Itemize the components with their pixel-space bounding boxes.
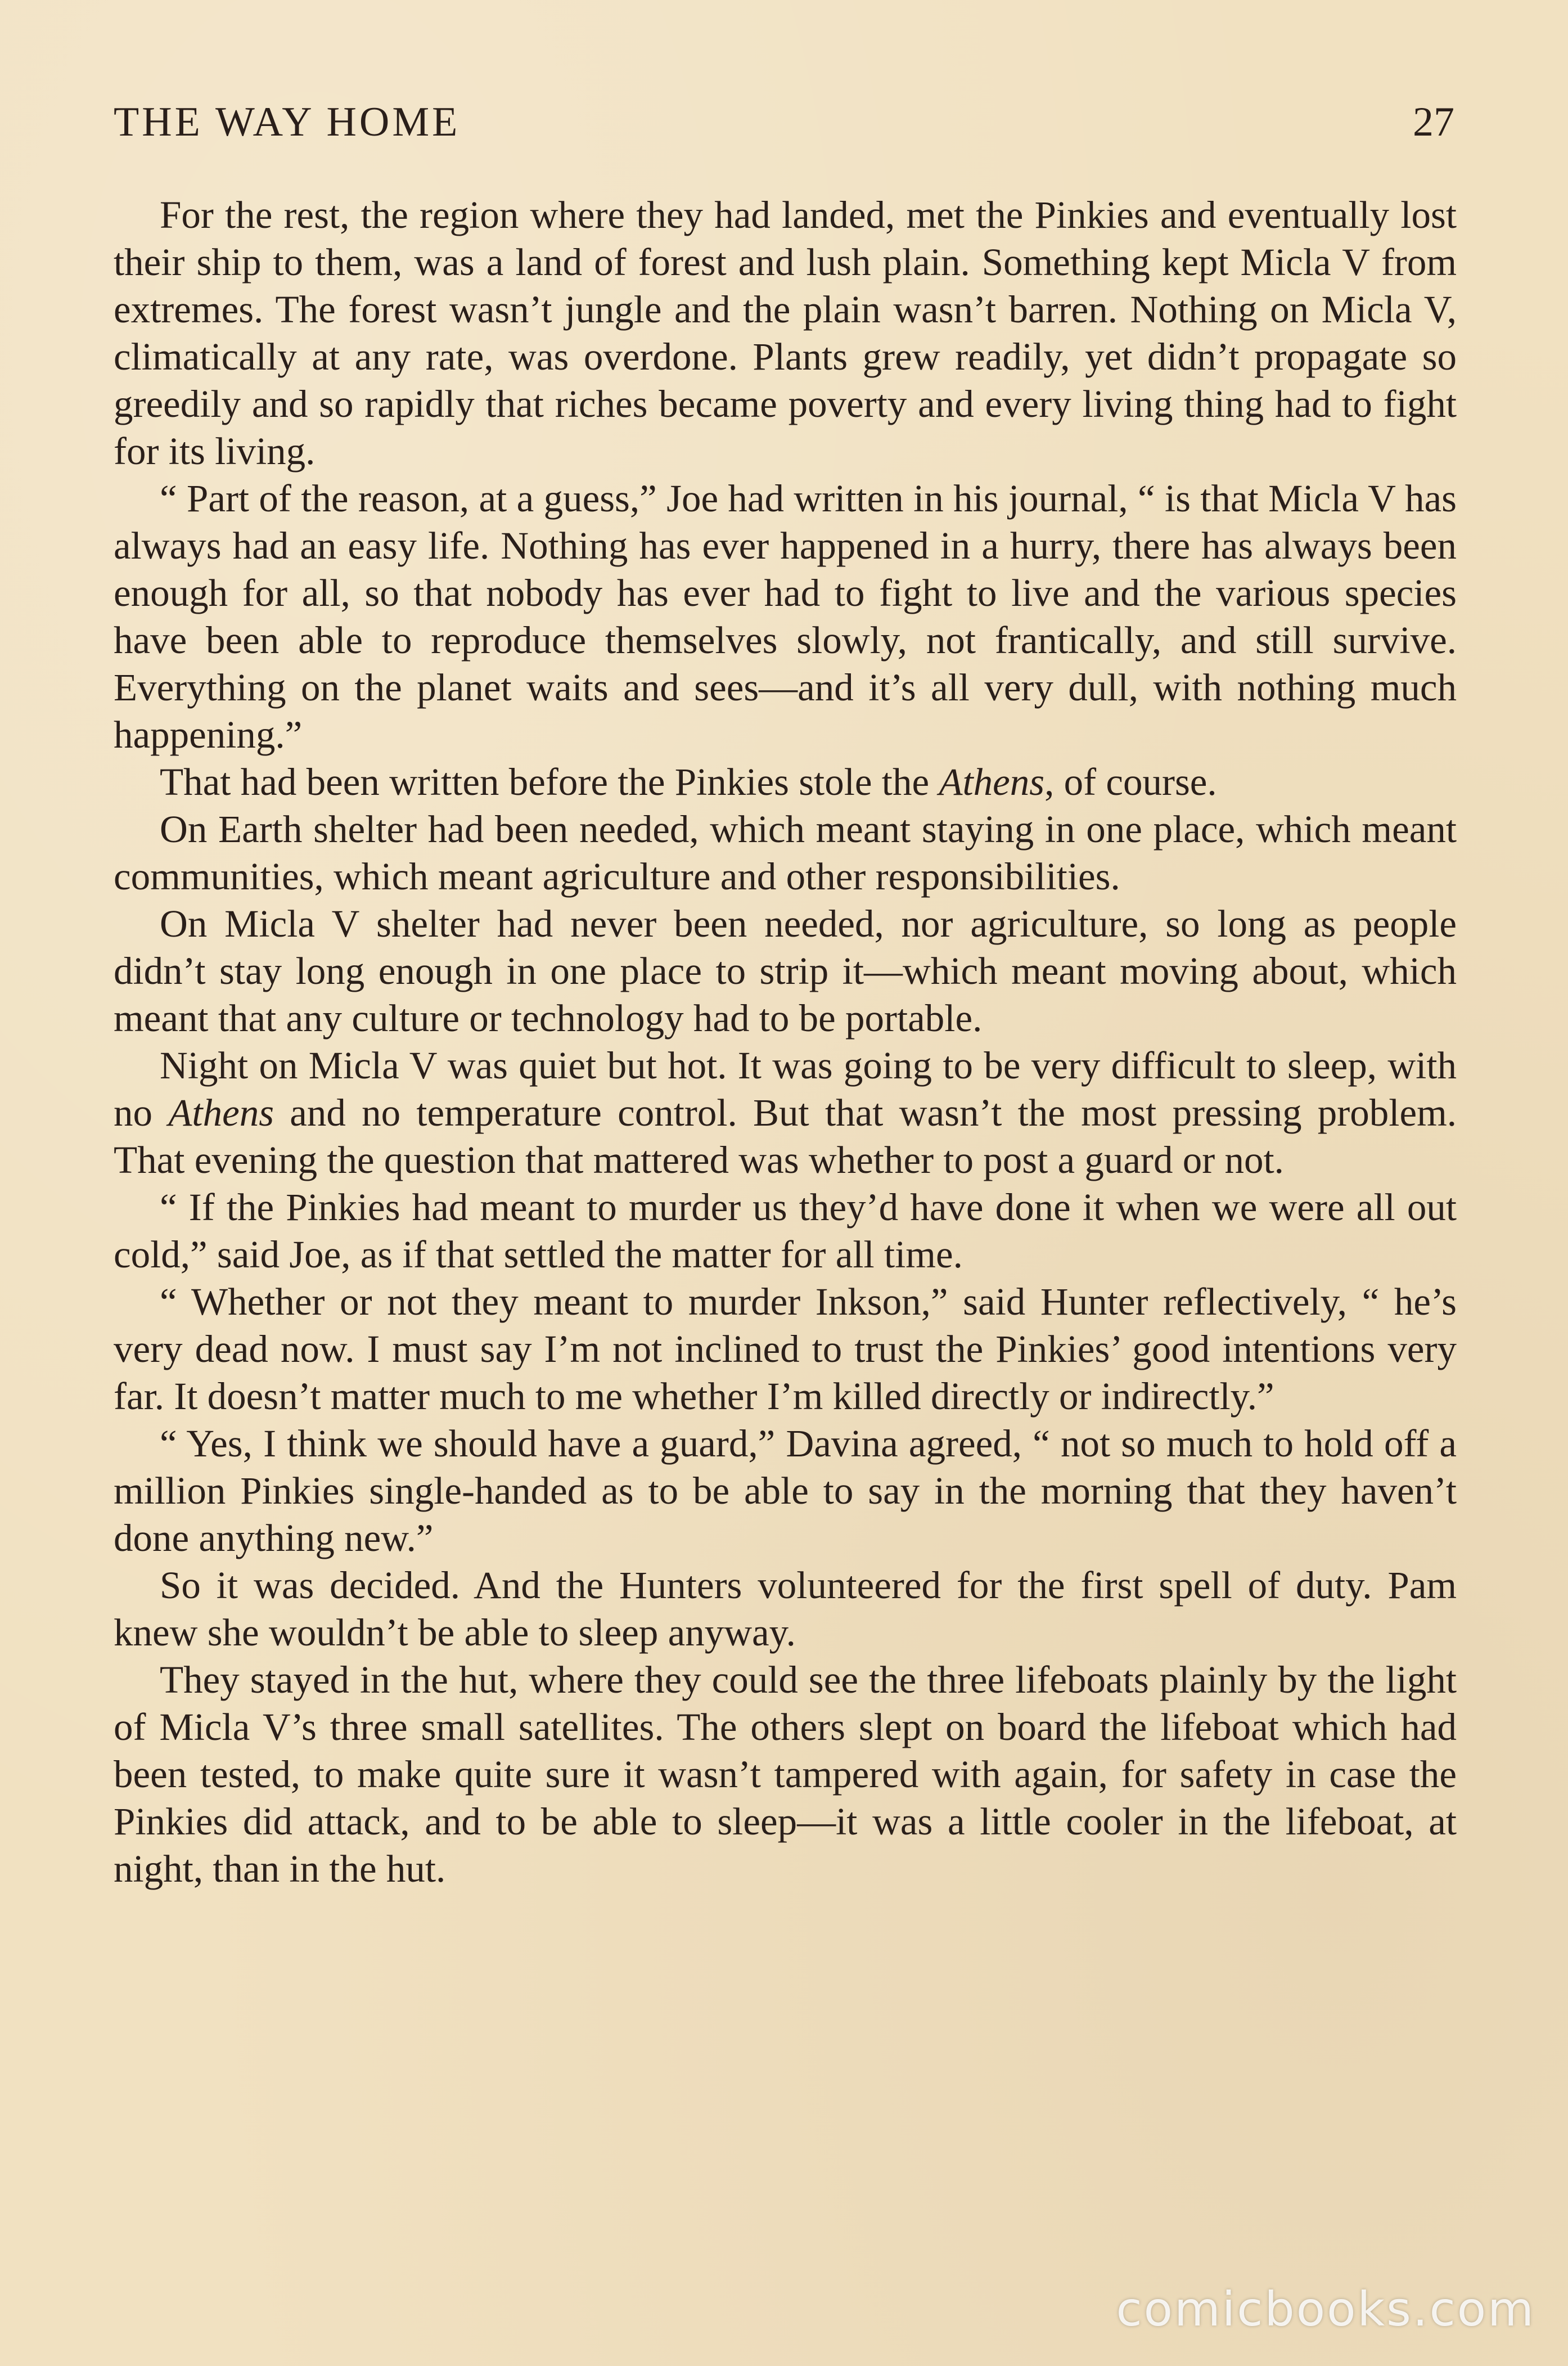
paragraph-text: That had been written before the Pinkies stole the xyxy=(160,761,939,803)
paragraph: “ Part of the reason, at a guess,” Joe had written in his journal, “ is that Micla V has always had an easy life. Nothing has ever happened in a hurry, there has always been enough for all, so that nobody has ever had to fight to live and the various species have been able to reproduce themselves slowly, not frantically, and still survive. Everything on the planet waits and sees—and it’s all very dull, with nothing much happening.” xyxy=(114,477,1457,756)
paragraph: “ If the Pinkies had meant to murder us they’d have done it when we were all out cold,” said Joe, as if that settled the matter for all time. xyxy=(114,1186,1457,1276)
paragraph-text: Night on Micla V was quiet but hot. It was going to be very difficult to sleep, with no xyxy=(114,1044,1457,1134)
paragraph: So it was decided. And the Hunters volunteered for the first spell of duty. Pam knew she wouldn’t be able to sleep anyway. xyxy=(114,1564,1457,1654)
paragraph: They stayed in the hut, where they could see the three lifeboats plainly by the light of Micla V’s three small satellites. The others slept on board the lifeboat which had been tested, to make quite sure it wasn’t tampered with again, for safety in case the Pinkies did attack, and to be able to sleep—it was a little cooler in the lifeboat, at night, than in the hut. xyxy=(114,1658,1457,1890)
paragraph: “ Yes, I think we should have a guard,” Davina agreed, “ not so much to hold off a million Pinkies single-handed as to be able to say in the morning that they haven’t done anything new.” xyxy=(114,1422,1457,1559)
body-text xyxy=(114,191,1457,1892)
paragraph: On Micla V shelter had never been needed, nor agriculture, so long as people didn’t stay long enough in one place to strip it—which meant moving about, which meant that any culture or technology had to be portable. xyxy=(114,902,1457,1040)
paragraph-text: and no temperature control. But that wasn’t the most pressing problem. That evening the question that mattered was whether to post a guard or not. xyxy=(114,1091,1457,1181)
paragraph: On Earth shelter had been needed, which meant staying in one place, which meant communities, which meant agriculture and other responsibilities. xyxy=(114,808,1457,898)
ship-name: Athens xyxy=(168,1091,274,1134)
running-title: THE WAY HOME xyxy=(114,99,461,145)
paragraph-text: , of course. xyxy=(1044,761,1217,803)
paragraph xyxy=(114,758,1457,806)
paragraph: For the rest, the region where they had landed, met the Pinkies and eventually lost their ship to them, was a land of forest and lush plain. Something kept Micla V from extremes. The forest wasn’t jungle and the plain wasn’t barren. Nothing on Micla V, climatically at any rate, was overdone. Plants grew readily, yet didn’t propagate so greedily and so rapidly that riches became poverty and every living thing had to fight for its living. xyxy=(114,194,1457,473)
page-number: 27 xyxy=(1413,99,1454,145)
ship-name: Athens xyxy=(939,761,1045,803)
watermark-logo: comicbooks.com xyxy=(1116,2282,1535,2337)
paragraph xyxy=(114,1042,1457,1184)
paragraph: “ Whether or not they meant to murder Inkson,” said Hunter reflectively, “ he’s very dead now. I must say I’m not inclined to trust the Pinkies’ good intentions very far. It doesn’t matter much to me whether I’m killed directly or indirectly.” xyxy=(114,1280,1457,1418)
running-head xyxy=(114,97,1454,147)
